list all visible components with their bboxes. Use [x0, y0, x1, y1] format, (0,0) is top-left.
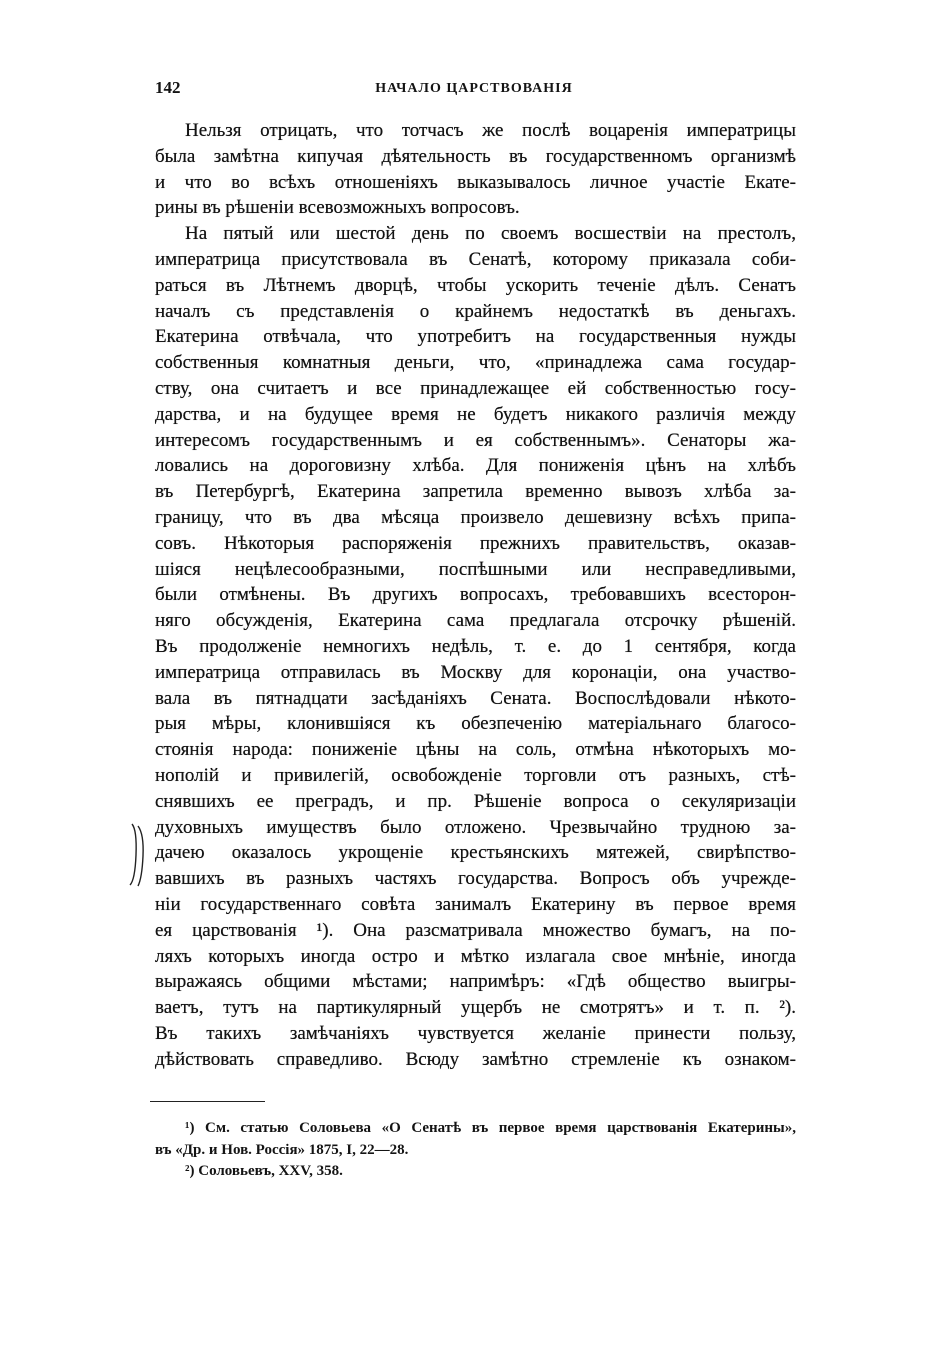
text-line: императрица присутствовала въ Сенатѣ, которому приказала соби-	[155, 248, 796, 270]
footnote-2: ²) Соловьевъ, XXV, 358.	[185, 1163, 343, 1179]
footnotes	[155, 1118, 796, 1183]
text-line: Екатерина отвѣчала, что употребитъ на государственныя нужды	[155, 326, 796, 348]
margin-bracket-mark	[128, 822, 150, 888]
text-line: выражаясь общими мѣстами; напримѣръ: «Гдѣ общество выигры-	[155, 971, 796, 993]
text-line: няго обсужденія, Екатерина сама предлагала отсрочку рѣшеній.	[155, 610, 796, 632]
page-number: 142	[155, 78, 181, 97]
text-line: нополій и привилегій, освобожденіе торговли отъ разныхъ, стѣ-	[155, 764, 796, 786]
text-line: Въ такихъ замѣчаніяхъ чувствуется желаніе принести пользу,	[155, 1022, 796, 1044]
text-line: границу, что въ два мѣсяца произвело дешевизну всѣхъ припа-	[155, 506, 796, 528]
text-line: духовныхъ имуществъ было отложено. Чрезвычайно трудною за-	[155, 816, 796, 838]
text-line: Нельзя отрицать, что тотчасъ же послѣ воцаренія императрицы	[185, 120, 796, 141]
running-title: НАЧАЛО ЦАРСТВОВАНІЯ	[375, 81, 573, 96]
text-line: рины въ рѣшеніи всевозможныхъ вопросовъ.	[155, 197, 520, 219]
text-line: началъ съ представленія о крайнемъ недостаткѣ въ деньгахъ.	[155, 300, 796, 322]
text-line: На пятый или шестой день по своемъ восшествіи на престолъ,	[185, 223, 796, 245]
paragraph	[155, 221, 796, 1072]
text-line: совъ. Нѣкоторыя распоряженія прежнихъ правительствъ, оказав-	[155, 532, 796, 554]
text-line: собственныя комнатныя деньги, что, «принадлежа сама государ-	[155, 352, 796, 374]
footnote-1: ¹) См. статью Соловьева «О Сенатѣ въ первое время царствованія Екатерины»,	[185, 1120, 796, 1136]
text-line: дачею оказалось укрощеніе крестьянскихъ мятежей, свирѣпство-	[155, 842, 796, 864]
text-line: вавшихъ въ разныхъ частяхъ государства. Вопросъ объ учрежде-	[155, 868, 796, 890]
body-text	[155, 118, 796, 1072]
footnote-divider	[150, 1101, 265, 1102]
text-line: дарства, и на будущее время не будетъ никакого различія между	[155, 403, 796, 425]
text-line: была замѣтна кипучая дѣятельность въ государственномъ организмѣ	[155, 145, 796, 167]
paragraph	[155, 118, 796, 221]
text-line: Въ продолженіе немногихъ недѣль, т. е. до 1 сентября, когда	[155, 635, 796, 657]
text-line: ляхъ которыхъ иногда остро и мѣтко излагала свое мнѣніе, иногда	[155, 945, 796, 967]
text-line: дѣйствовать справедливо. Всюду замѣтно стремленіе къ ознаком-	[155, 1048, 796, 1070]
text-line: шіяся нецѣлесообразными, поспѣшными или несправедливыми,	[155, 558, 796, 580]
text-line: снявшихъ ее преградъ, и пр. Рѣшеніе вопроса о секуляризаціи	[155, 790, 796, 812]
text-line: рыя мѣры, клонившіяся къ обезпеченію матеріальнаго благосо-	[155, 713, 796, 735]
text-line: и что во всѣхъ отношеніяхъ выказывалось личное участіе Екате-	[155, 171, 796, 193]
text-line: были отмѣнены. Въ другихъ вопросахъ, требовавшихъ всесторон-	[155, 584, 796, 606]
text-line: стоянія народа: пониженіе цѣны на соль, отмѣна нѣкоторыхъ мо-	[155, 739, 796, 761]
text-line: ніи государственнаго совѣта занималъ Екатерину въ первое время	[155, 893, 796, 915]
text-line: раться въ Лѣтнемъ дворцѣ, чтобы ускорить теченіе дѣлъ. Сенатъ	[155, 274, 796, 296]
text-line: императрица отправилась въ Москву для коронаціи, она участво-	[155, 661, 796, 683]
footnote-1-continued: въ «Др. и Нов. Россія» 1875, I, 22—28.	[155, 1141, 409, 1158]
text-line: интересомъ государственнымъ и ея собственнымъ». Сенаторы жа-	[155, 429, 796, 451]
text-line: въ Петербургѣ, Екатерина запретила временно вывозъ хлѣба за-	[155, 481, 796, 503]
text-line: ея царствованія ¹). Она разсматривала множество бумагъ, на по-	[155, 919, 796, 941]
text-line: вала въ пятнадцати засѣданіяхъ Сената. Воспослѣдовали нѣкото-	[155, 687, 796, 709]
text-line: ваетъ, тутъ на партикулярный ущербъ не смотрятъ» и т. п. ²).	[155, 997, 796, 1019]
text-line: ству, она считаетъ и все принадлежащее ей собственностью госу-	[155, 377, 796, 399]
text-line: ловались на дороговизну хлѣба. Для пониженія цѣнъ на хлѣбъ	[155, 455, 796, 477]
